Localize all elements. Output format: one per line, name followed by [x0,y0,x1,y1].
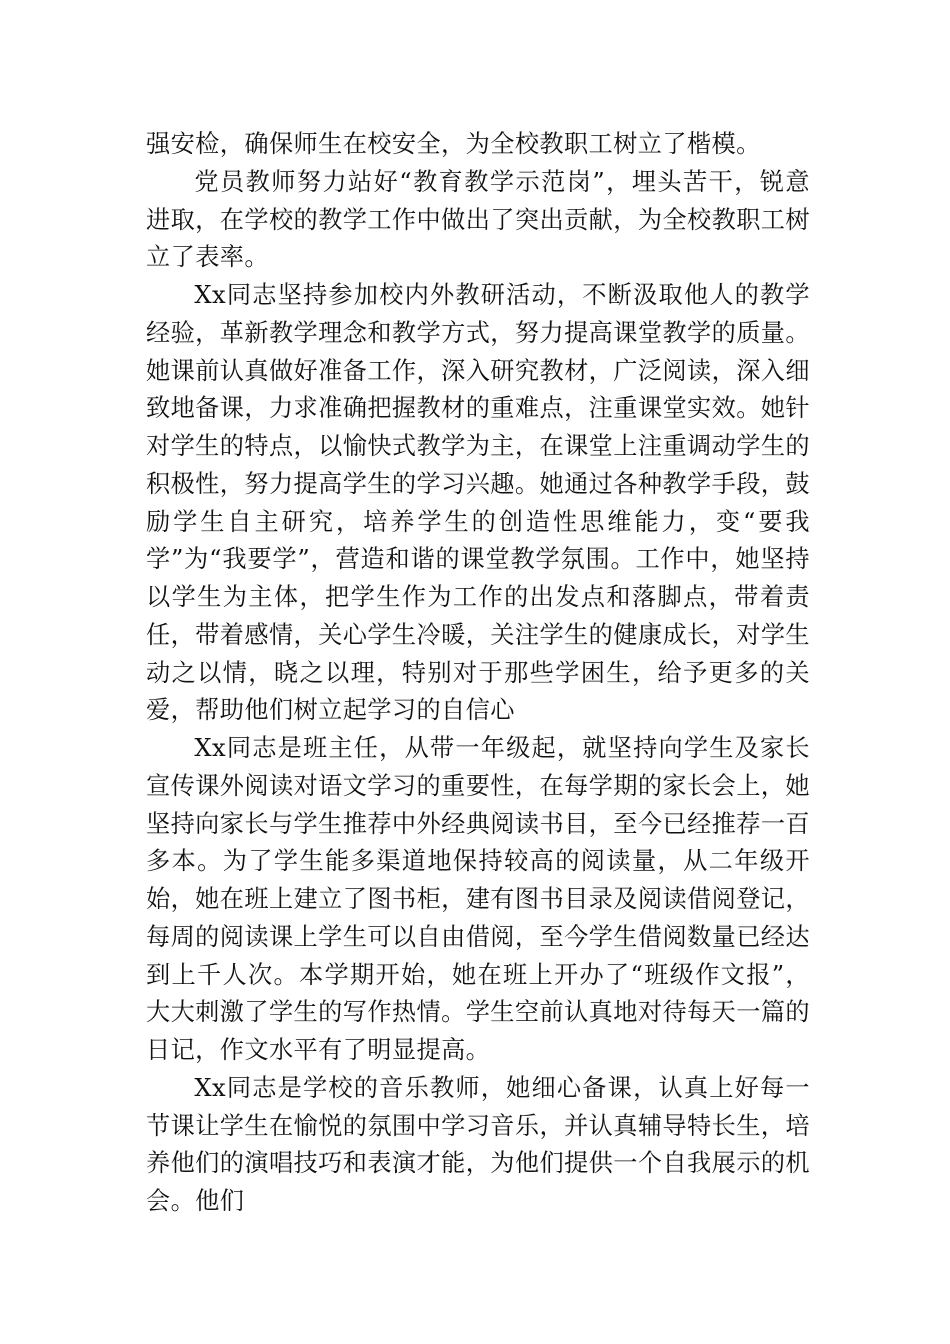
paragraph-continuation [146,126,810,164]
paragraph-text: 课外阅读对语文学习的重要性，在每学期的家长会上，她坚持向 [146,771,810,838]
document-body [146,126,810,1221]
paragraph-text: 的演唱技巧和表演才能，为他们提供一个自我展示的机会。他们 [146,1149,810,1215]
paragraph-text: 作热情。学生空前认真地对待每天一篇的日记，作文水平有了明 [146,998,811,1064]
paragraph-text: 前认真做好准备工作，深入研究教材，广泛阅读，深入细致地备 [146,356,810,423]
paragraph-text: 强安检，确保师生在校安全，为全校教职工树立了楷模。 [146,130,761,158]
paragraph-text: 究，培养学生的创造性思维能力，变“要我学”为“我要学”， [146,507,810,574]
paragraph-text: 党员教师努力站好“教育教学示范岗”，埋头苦干，锐意进 [146,167,810,234]
paragraph-text: 验，革新教学理念和教学方式，努力提高课堂教学的质量。她课 [146,318,810,385]
paragraph-text: Xx同志是班主任，从带一年级起，就坚持向学生及家长宣传 [146,734,810,800]
paragraph-text: 课，力求准确把握教材的重难点，注重课堂实效。她针对学生的 [146,394,810,460]
paragraph-text: 力提高学生的学习兴趣。她通过各种教学手段，鼓励学生自主研 [146,469,810,536]
paragraph-text: 让学生在愉悦的氛围中学习音乐，并认真辅导特长生，培养他们 [146,1111,810,1178]
paragraph-text: 于那些学困生，给予更多的关爱，帮助他们树立起学习的自信心 [146,658,811,725]
paragraph-text: 建立了图书柜，建有图书目录及阅读借阅登记，每周的阅读课上 [146,885,810,951]
paragraph-class-teacher [146,730,810,1070]
paragraph-text: 家长与学生推荐中外经典阅读书目，至今已经推荐一百多本。为 [146,809,810,876]
paragraph-text: 表率。 [195,243,269,272]
paragraph-text: 特点，以愉快式教学为主，在课堂上注重调动学生的积极性，努 [146,432,810,498]
paragraph-text: 了学生能多渠道地保持较高的阅读量，从二年级开始，她在班上 [146,847,810,913]
paragraph-text: 显提高。 [391,1036,491,1064]
paragraph-text: 营造和谐的课堂教学氛围。工作中，她坚持以学生为主体，把学 [146,545,810,611]
paragraph-text: 生作为工作的出发点和落脚点，带着责任，带着感情，关心学生 [146,583,810,649]
paragraph-text: 学生可以自由借阅，至今学生借阅数量已经达到上千人次。本学 [146,922,810,989]
paragraph-text: 取，在学校的教学工作中做出了突出贡献，为全校教职工树立了 [146,205,810,272]
paragraph-text: 期开始，她在班上开办了“班级作文报”，大大刺激了学生的写 [146,960,810,1027]
paragraph-text: 冷暖，关注学生的健康成长，对学生动之以情，晓之以理，特别对 [146,620,811,687]
paragraph-music-teacher [146,1070,810,1221]
paragraph-text: Xx同志坚持参加校内外教研活动，不断汲取他人的教学经 [146,281,810,347]
paragraph-teaching-research [146,277,810,730]
paragraph-party-teachers [146,164,810,277]
paragraph-text: Xx同志是学校的音乐教师，她细心备课，认真上好每一节课 [146,1073,810,1140]
